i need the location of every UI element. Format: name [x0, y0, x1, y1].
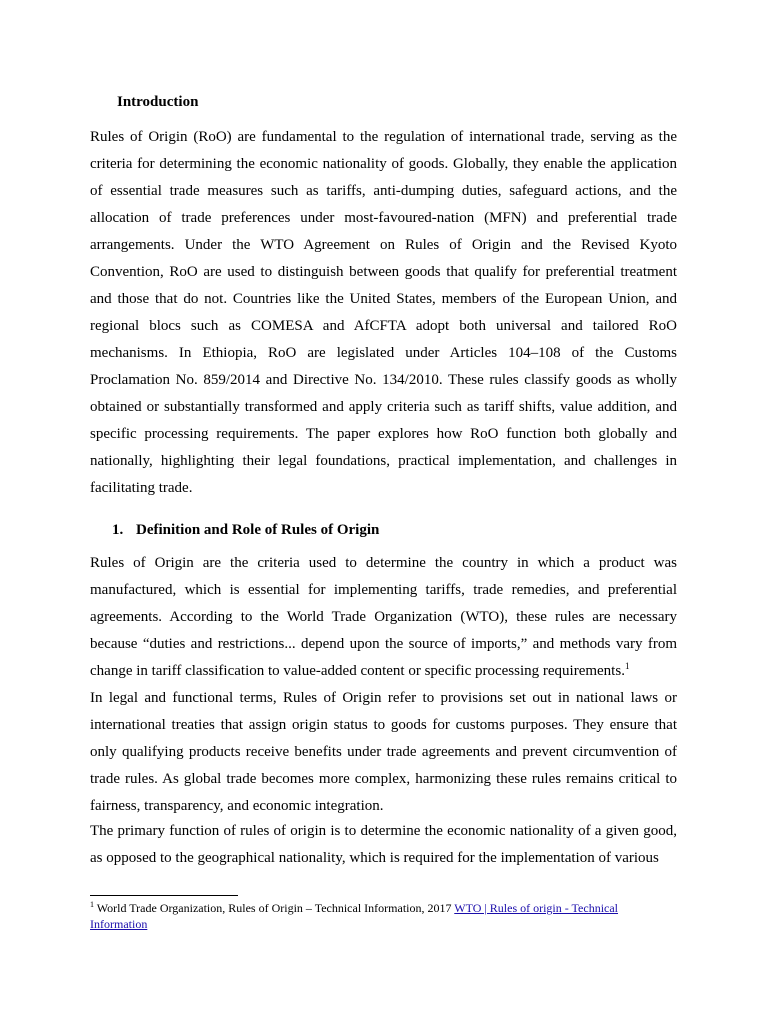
footnote-marker: 1 [90, 900, 94, 909]
footnote-reference[interactable]: 1 [624, 661, 630, 671]
introduction-heading: Introduction [117, 94, 199, 110]
footnote-separator [90, 895, 238, 896]
section-1-heading [112, 520, 379, 540]
footnote-link[interactable]: WTO | Rules of origin - Technical Information [90, 901, 619, 931]
definition-paragraph [90, 550, 677, 685]
definition-text: Rules of Origin are the criteria used to determine the country in which a product was manufactured, which is essential for implementing tariffs, trade remedies, and preferential agreements. According to the World Trade Organization (WTO), these rules are necessary because “duties and restrictions... depend upon the source of imports,” and methods vary from change in tariff classification to value-added content or specific processing requirements. [90, 555, 677, 679]
legal-terms-paragraph: In legal and functional terms, Rules of Origin refer to provisions set out in national laws or international treaties that assign origin status to goods for customs purposes. They ensure that only qualifying products receive benefits under trade agreements and prevent circumvention of trade rules. As global trade becomes more complex, harmonizing these rules remains critical to fairness, transparency, and economic integration. [90, 690, 677, 814]
footnote [90, 900, 670, 932]
footnote-text: World Trade Organization, Rules of Origin – Technical Information, 2017 [96, 901, 455, 915]
section-1-title: Definition and Role of Rules of Origin [136, 522, 380, 538]
section-1-number: 1. [112, 522, 124, 538]
primary-function-paragraph: The primary function of rules of origin is to determine the economic nationality of a given good, as opposed to the geographical nationality, which is required for the implementation of various [90, 823, 677, 866]
introduction-paragraph: Rules of Origin (RoO) are fundamental to the regulation of international trade, serving as the criteria for determining the economic nationality of goods. Globally, they enable the application of essential trade measures such as tariffs, anti-dumping duties, safeguard actions, and the allocation of trade preferences under most-favoured-nation (MFN) and preferential trade arrangements. Under the WTO Agreement on Rules of Origin and the Revised Kyoto Convention, RoO are used to distinguish between goods that qualify for preferential treatment and those that do not. Countries like the United States, members of the European Union, and regional blocs such as COMESA and AfCFTA adopt both universal and tailored RoO mechanisms. In Ethiopia, RoO are legislated under Articles 104–108 of the Customs Proclamation No. 859/2014 and Directive No. 134/2010. These rules classify goods as wholly obtained or substantially transformed and apply criteria such as tariff shifts, value addition, and specific processing requirements. The paper explores how RoO function both globally and nationally, highlighting their legal foundations, practical implementation, and challenges in facilitating trade. [90, 129, 677, 496]
